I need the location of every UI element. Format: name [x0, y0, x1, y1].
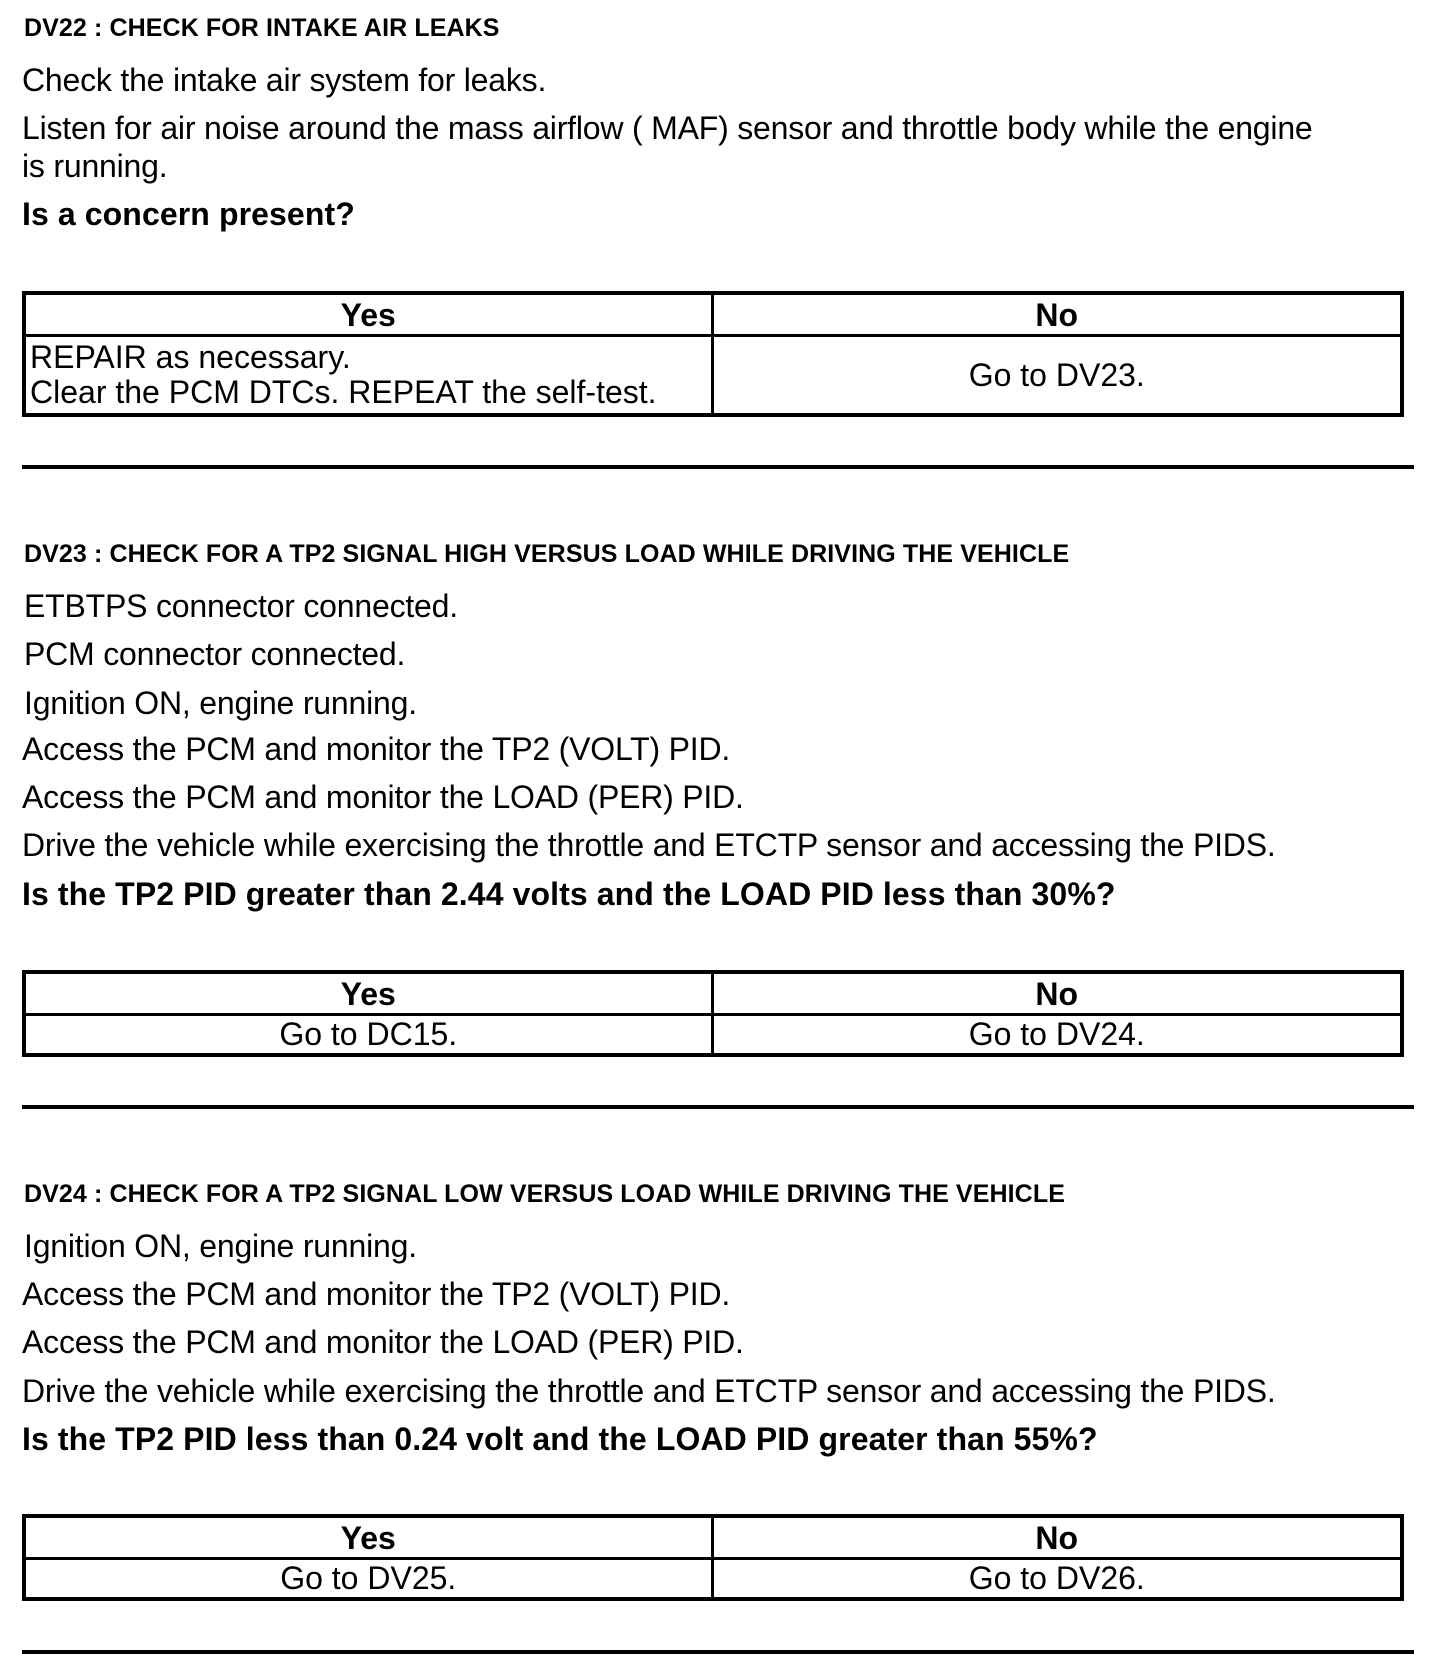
section-question: Is the TP2 PID less than 0.24 volt and the LOAD PID greater than 55%?	[22, 1421, 1098, 1457]
no-header: No	[712, 972, 1402, 1015]
section-heading-dv23: DV23 : CHECK FOR A TP2 SIGNAL HIGH VERSUS LOAD WHILE DRIVING THE VEHICLE	[24, 540, 1070, 568]
step-line: is running.	[22, 148, 168, 184]
step-line: Listen for air noise around the mass airflow ( MAF) sensor and throttle body while the engine	[22, 110, 1313, 146]
step-line: Access the PCM and monitor the TP2 (VOLT) PID.	[22, 1276, 731, 1312]
section-question: Is the TP2 PID greater than 2.44 volts and the LOAD PID less than 30%?	[22, 876, 1116, 912]
section-divider	[22, 1105, 1414, 1109]
section-heading-dv24: DV24 : CHECK FOR A TP2 SIGNAL LOW VERSUS LOAD WHILE DRIVING THE VEHICLE	[24, 1180, 1065, 1208]
section-question: Is a concern present?	[22, 196, 355, 232]
section-divider	[22, 1650, 1414, 1654]
decision-table-dv22	[22, 291, 1404, 417]
step-line: Ignition ON, engine running.	[24, 1228, 417, 1264]
step-line: PCM connector connected.	[24, 636, 406, 672]
no-cell: Go to DV24.	[712, 1015, 1402, 1056]
yes-header: Yes	[24, 293, 712, 336]
yes-action-line: REPAIR as necessary.	[30, 339, 351, 375]
section-divider	[22, 465, 1414, 469]
step-line: ETBTPS connector connected.	[24, 588, 458, 624]
step-line: Ignition ON, engine running.	[24, 685, 417, 721]
step-line: Check the intake air system for leaks.	[22, 62, 547, 98]
section-heading-dv22: DV22 : CHECK FOR INTAKE AIR LEAKS	[24, 14, 500, 42]
step-line: Access the PCM and monitor the LOAD (PER) PID.	[22, 779, 744, 815]
yes-cell: Go to DC15.	[24, 1015, 712, 1056]
yes-header: Yes	[24, 1516, 712, 1559]
step-line: Drive the vehicle while exercising the throttle and ETCTP sensor and accessing the PIDS.	[22, 1373, 1276, 1409]
yes-header: Yes	[24, 972, 712, 1015]
no-header: No	[712, 1516, 1402, 1559]
step-line: Access the PCM and monitor the LOAD (PER) PID.	[22, 1324, 744, 1360]
step-line: Drive the vehicle while exercising the throttle and ETCTP sensor and accessing the PIDS.	[22, 827, 1276, 863]
yes-cell	[24, 336, 712, 416]
step-line: Access the PCM and monitor the TP2 (VOLT) PID.	[22, 731, 731, 767]
no-header: No	[712, 293, 1402, 336]
decision-table-dv23	[22, 970, 1404, 1057]
decision-table-dv24	[22, 1514, 1404, 1601]
no-cell: Go to DV26.	[712, 1559, 1402, 1600]
no-cell: Go to DV23.	[712, 336, 1402, 416]
yes-cell: Go to DV25.	[24, 1559, 712, 1600]
yes-action-line: Clear the PCM DTCs. REPEAT the self-test.	[30, 374, 657, 410]
